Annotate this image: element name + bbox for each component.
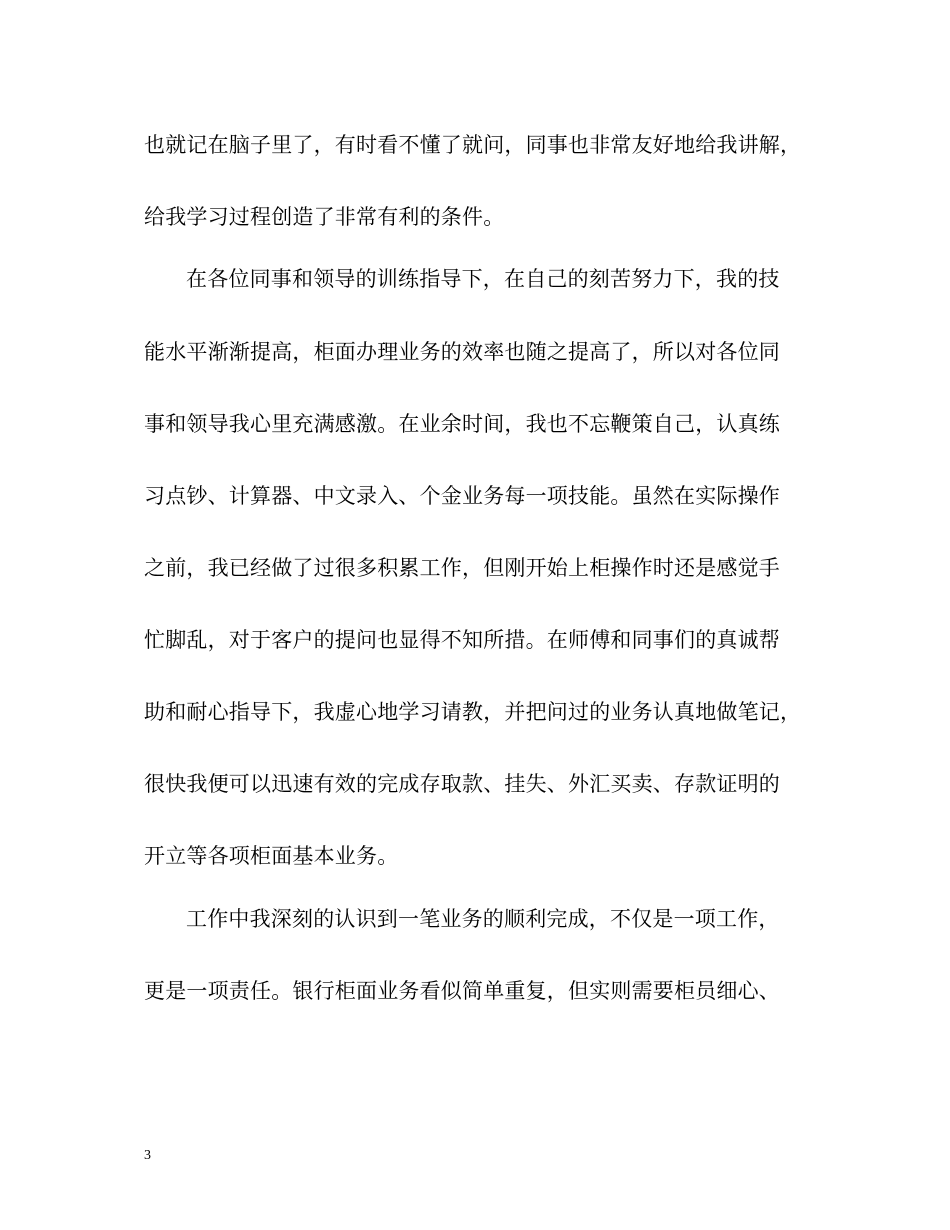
paragraph-line: 工作中我深刻的认识到一笔业务的顺利完成，不仅是一项工作，: [186, 907, 780, 931]
paragraph-line: 在各位同事和领导的训练指导下，在自己的刻苦努力下，我的技: [186, 267, 780, 291]
paragraph-line: 忙脚乱，对于客户的提问也显得不知所措。在师傅和同事们的真诚帮: [144, 628, 780, 652]
paragraph-line: 开立等各项柜面基本业务。: [144, 844, 399, 868]
paragraph-line: 很快我便可以迅速有效的完成存取款、挂失、外汇买卖、存款证明的: [144, 772, 780, 796]
page-number: 3: [144, 1148, 151, 1163]
paragraph-line: 更是一项责任。银行柜面业务看似简单重复，但实则需要柜员细心、: [144, 979, 780, 1003]
paragraph-line: 助和耐心指导下，我虚心地学习请教，并把问过的业务认真地做笔记，: [144, 700, 802, 724]
paragraph-line: 也就记在脑子里了，有时看不懂了就问，同事也非常友好地给我讲解，: [144, 133, 802, 157]
paragraph-line: 习点钞、计算器、中文录入、个金业务每一项技能。虽然在实际操作: [144, 484, 780, 508]
paragraph-line: 事和领导我心里充满感激。在业余时间，我也不忘鞭策自己，认真练: [144, 412, 780, 436]
paragraph-line: 能水平渐渐提高，柜面办理业务的效率也随之提高了，所以对各位同: [144, 340, 780, 364]
paragraph-line: 给我学习过程创造了非常有利的条件。: [144, 205, 505, 229]
paragraph-line: 之前，我已经做了过很多积累工作，但刚开始上柜操作时还是感觉手: [144, 556, 780, 580]
